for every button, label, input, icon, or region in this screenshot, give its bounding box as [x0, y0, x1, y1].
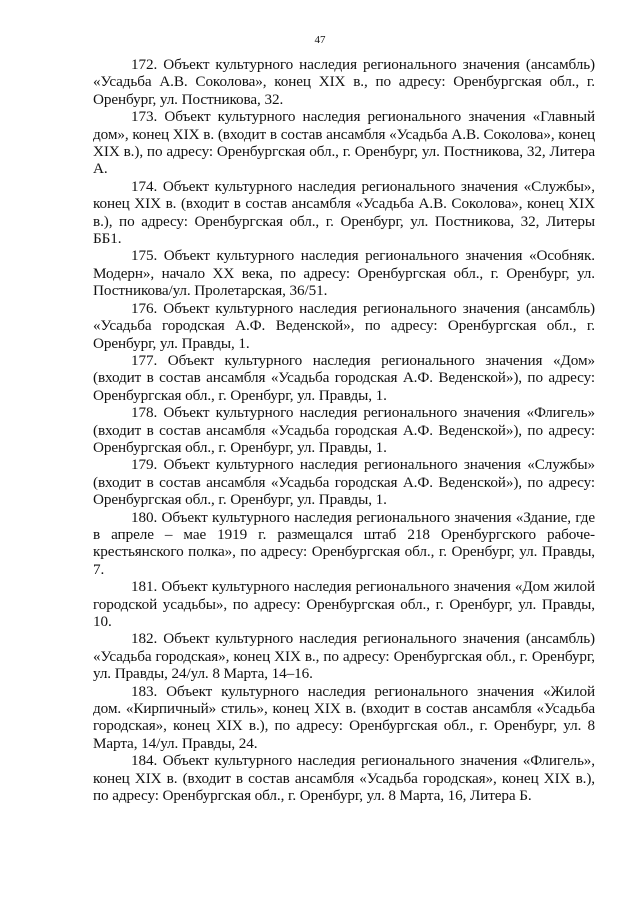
list-item-178: 178. Объект культурного наследия регионального значения «Флигель» (входит в состав ансамбля «Усадьба городская А.Ф. Веденской»), по адресу: Оренбургская обл., г. Оренбург, ул. Правды, 1.: [93, 404, 595, 456]
list-item-180: 180. Объект культурного наследия регионального значения «Здание, где в апреле – мае 1919 г. размещался штаб 218 Оренбургского рабоче-крестьянского полка», по адресу: Оренбургская обл., г. Оренбург, ул. Правды, 7.: [93, 508, 595, 578]
list-item-174: 174. Объект культурного наследия регионального значения «Службы», конец XIX в. (входит в состав ансамбля «Усадьба А.В. Соколова», конец XIX в.), по адресу: Оренбургская обл., г. Оренбург, ул. Постникова, 32, Литеры ББ1.: [93, 177, 595, 248]
document-body: [93, 56, 595, 804]
list-item-183: 183. Объект культурного наследия регионального значения «Жилой дом. «Кирпичный» стиль», конец XIX в. (входит в состав ансамбля «Усадьба городская», конец XIX в.), по адресу: Оренбургская обл., г. Оренбург, ул. 8 Марта, 14/ул. Правды, 24.: [93, 682, 595, 752]
list-item-176: 176. Объект культурного наследия регионального значения (ансамбль) «Усадьба городская А.Ф. Веденской», по адресу: Оренбургская обл., г. Оренбург, ул. Правды, 1.: [93, 299, 595, 352]
list-item-177: 177. Объект культурного наследия регионального значения «Дом» (входит в состав ансамбля «Усадьба городская А.Ф. Веденской»), по адресу: Оренбургская обл., г. Оренбург, ул. Правды, 1.: [93, 351, 595, 404]
list-item-182: 182. Объект культурного наследия регионального значения (ансамбль) «Усадьба городская», конец XIX в., по адресу: Оренбургская обл., г. Оренбург, ул. Правды, 24/ул. 8 Марта, 14–16.: [93, 630, 595, 683]
list-item-175: 175. Объект культурного наследия регионального значения «Особняк. Модерн», начало XX века, по адресу: Оренбургская обл., г. Оренбург, ул. Постникова/ул. Пролетарская, 36/51.: [93, 247, 595, 300]
list-item-181: 181. Объект культурного наследия регионального значения «Дом жилой городской усадьбы», по адресу: Оренбургская обл., г. Оренбург, ул. Правды, 10.: [93, 578, 595, 630]
list-item-173: 173. Объект культурного наследия регионального значения «Главный дом», конец XIX в. (входит в состав ансамбля «Усадьба А.В. Соколова», конец XIX в.), по адресу: Оренбургская обл., г. Оренбург, ул. Постникова, 32, Литера А.: [93, 108, 595, 178]
list-item-184: 184. Объект культурного наследия регионального значения «Флигель», конец XIX в. (входит в состав ансамбля «Усадьба городская», конец XIX в.), по адресу: Оренбургская обл., г. Оренбург, ул. 8 Марта, 16, Литера Б.: [93, 752, 595, 805]
list-item-179: 179. Объект культурного наследия регионального значения «Службы» (входит в состав ансамбля «Усадьба городская А.Ф. Веденской»), по адресу: Оренбургская обл., г. Оренбург, ул. Правды, 1.: [93, 456, 595, 509]
list-item-172: 172. Объект культурного наследия регионального значения (ансамбль) «Усадьба А.В. Соколова», конец XIX в., по адресу: Оренбургская обл., г. Оренбург, ул. Постникова, 32.: [93, 56, 595, 108]
page-number: 47: [314, 34, 326, 46]
